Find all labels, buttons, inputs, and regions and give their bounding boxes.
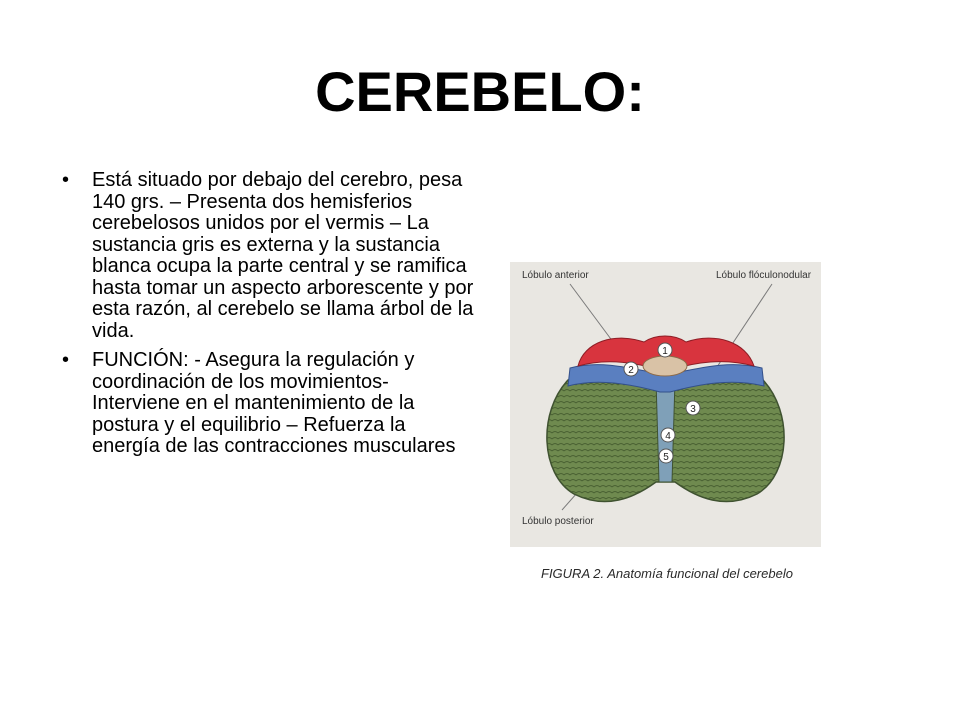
cerebellum-illustration (510, 262, 821, 547)
label-posterior-lobe: Lóbulo posterior (522, 516, 594, 527)
bullet-item-description (58, 170, 478, 342)
svg-text:5: 5 (663, 452, 669, 463)
bullet-text: FUNCIÓN: - Asegura la regulación y coordinación de los movimientos- Interviene en el mantenimiento de la postura y el equilibrio – Refuerza la energía de las contracciones musculares (92, 349, 456, 457)
bullet-list (58, 170, 478, 466)
slide-title: CEREBELO: (315, 60, 645, 123)
fourth-ventricle-shape (643, 356, 687, 376)
marker-3 (686, 401, 700, 415)
cerebellum-figure (510, 262, 821, 547)
figure-caption: FIGURA 2. Anatomía funcional del cerebelo (541, 566, 793, 581)
marker-1 (658, 343, 672, 357)
svg-text:2: 2 (628, 365, 634, 376)
bullet-item-function (58, 350, 478, 458)
marker-5 (659, 449, 673, 463)
svg-text:3: 3 (690, 404, 696, 415)
label-anterior-lobe: Lóbulo anterior (522, 270, 589, 281)
bullet-text: Está situado por debajo del cerebro, pesa 140 grs. – Presenta dos hemisferios cerebelosos unidos por el vermis – La sustancia gris es externa y la sustancia blanca ocupa la parte central y se ramifica hasta tomar un aspecto arborescente y por esta razón, al cerebelo se llama árbol de la vida. (92, 169, 474, 342)
svg-text:4: 4 (665, 431, 671, 442)
marker-4 (661, 428, 675, 442)
bullet-icon: • (62, 349, 70, 371)
svg-text:1: 1 (662, 346, 668, 357)
marker-2 (624, 362, 638, 376)
bullet-icon: • (62, 169, 70, 191)
label-flocculonodular-lobe: Lóbulo flóculonodular (716, 270, 812, 281)
